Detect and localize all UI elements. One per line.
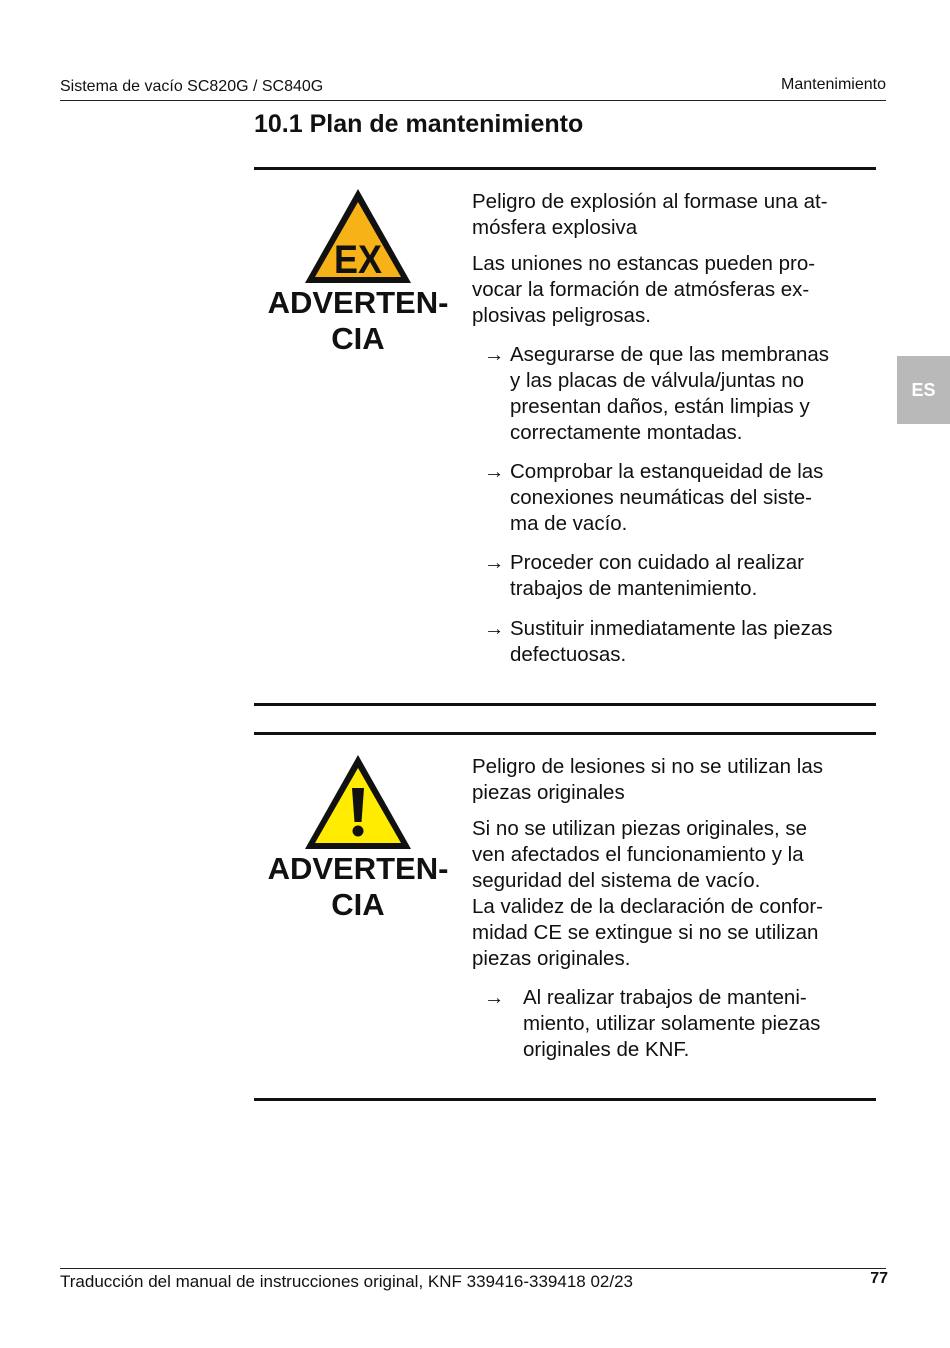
- arrow-icon: →: [484, 617, 505, 640]
- action-item: [484, 550, 884, 602]
- explosion-warning-icon: [302, 186, 414, 286]
- body-line: seguridad del sistema de vacío.: [472, 869, 761, 892]
- warning-label-line: CIA: [331, 321, 385, 356]
- warning-title: [472, 754, 882, 806]
- arrow-icon: →: [484, 986, 505, 1009]
- body-line: Si no se utilizan piezas originales, se: [472, 817, 808, 840]
- arrow-icon: →: [484, 551, 505, 574]
- action-line: ma de vacío.: [510, 512, 628, 535]
- page-number: 77: [870, 1270, 888, 1287]
- action-line: Asegurarse de que las membranas: [510, 343, 830, 366]
- action-item: [484, 459, 884, 537]
- body-line: midad CE se extingue si no se utilizan: [472, 921, 819, 944]
- body-line: plosivas peligrosas.: [472, 304, 651, 327]
- warning-top-rule: [254, 732, 876, 735]
- action-line: y las placas de válvula/juntas no: [510, 369, 805, 392]
- warning-title: [472, 189, 882, 241]
- header-rule: [60, 100, 886, 101]
- warning-label-line: ADVERTEN-: [267, 285, 449, 320]
- section-title: 10.1 Plan de mantenimiento: [254, 110, 584, 138]
- action-line: Sustituir inmediatamente las piezas: [510, 617, 833, 640]
- action-line: trabajos de mantenimiento.: [510, 577, 758, 600]
- action-line: miento, utilizar solamente piezas: [523, 1012, 821, 1035]
- warning-body: [472, 816, 882, 972]
- footer-rule: [60, 1268, 886, 1269]
- warning-bottom-rule: [254, 1098, 876, 1101]
- warning-label: [258, 851, 458, 923]
- body-line: vocar la formación de atmósferas ex-: [472, 278, 810, 301]
- warning-title-line: Peligro de lesiones si no se utilizan las: [472, 755, 823, 778]
- language-tab: ES: [897, 356, 950, 424]
- action-line: defectuosas.: [510, 643, 627, 666]
- action-line: Proceder con cuidado al realizar: [510, 551, 804, 574]
- warning-label-line: CIA: [331, 887, 385, 922]
- warning-label-line: ADVERTEN-: [267, 851, 449, 886]
- warning-body: [472, 251, 882, 329]
- running-header-right: Mantenimiento: [781, 76, 886, 93]
- action-line: conexiones neumáticas del siste-: [510, 486, 812, 509]
- action-line: presentan daños, están limpias y: [510, 395, 810, 418]
- warning-title-line: Peligro de explosión al formase una at-: [472, 190, 828, 213]
- action-line: correctamente montadas.: [510, 421, 743, 444]
- action-line: Al realizar trabajos de manteni-: [523, 986, 807, 1009]
- warning-title-line: mósfera explosiva: [472, 216, 638, 239]
- warning-title-line: piezas originales: [472, 781, 625, 804]
- warning-label: [258, 285, 458, 357]
- arrow-icon: →: [484, 343, 505, 366]
- body-line: piezas originales.: [472, 947, 631, 970]
- action-item: [484, 616, 884, 668]
- action-line: Comprobar la estanqueidad de las: [510, 460, 824, 483]
- ex-mark: EX: [334, 238, 383, 282]
- warning-top-rule: [254, 167, 876, 170]
- warning-bottom-rule: [254, 703, 876, 706]
- action-line: originales de KNF.: [523, 1038, 690, 1061]
- running-header-left: Sistema de vacío SC820G / SC840G: [60, 78, 324, 95]
- body-line: ven afectados el funcionamiento y la: [472, 843, 804, 866]
- general-warning-icon: [302, 752, 414, 852]
- body-line: La validez de la declaración de confor-: [472, 895, 823, 918]
- arrow-icon: →: [484, 460, 505, 483]
- action-item: [484, 985, 884, 1063]
- footer-text: Traducción del manual de instrucciones original, KNF 339416-339418 02/23: [60, 1272, 634, 1291]
- body-line: Las uniones no estancas pueden pro-: [472, 252, 816, 275]
- action-item: [484, 342, 884, 446]
